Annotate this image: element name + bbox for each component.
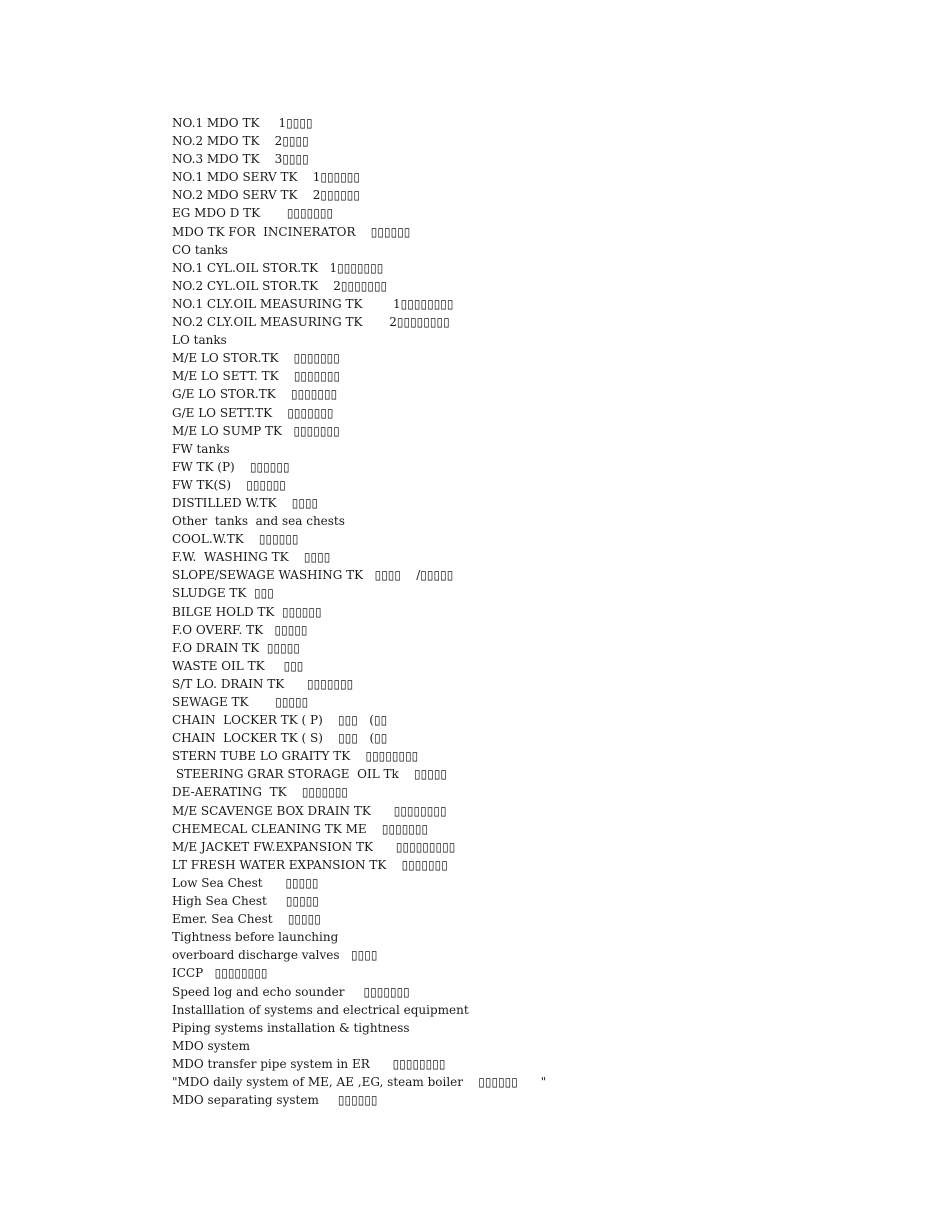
text-line: M/E LO STOR.TK ▯▯▯▯▯▯▯: [172, 351, 340, 366]
text-line: NO.1 CLY.OIL MEASURING TK 1▯▯▯▯▯▯▯▯: [172, 296, 454, 311]
text-line: NO.2 CYL.OIL STOR.TK 2▯▯▯▯▯▯▯: [172, 278, 388, 293]
text-line: Speed log and echo sounder ▯▯▯▯▯▯▯: [172, 984, 410, 999]
text-line: NO.1 CYL.OIL STOR.TK 1▯▯▯▯▯▯▯: [172, 260, 384, 275]
text-line: F.O OVERF. TK ▯▯▯▯▯: [172, 622, 308, 637]
text-line: "MDO daily system of ME, AE ,EG, steam boiler ▯▯▯▯▯▯ ": [172, 1074, 547, 1089]
text-line: SEWAGE TK ▯▯▯▯▯: [172, 695, 309, 709]
text-line: NO.2 MDO TK 2▯▯▯▯: [172, 134, 309, 149]
text-line: STERN TUBE LO GRAITY TK ▯▯▯▯▯▯▯▯: [172, 749, 419, 764]
text-line: FW TK (P) ▯▯▯▯▯▯: [172, 459, 290, 474]
text-line: Emer. Sea Chest ▯▯▯▯▯: [172, 912, 321, 927]
text-line: overboard discharge valves ▯▯▯▯: [172, 948, 378, 963]
text-line: CHEMECAL CLEANING TK ME ▯▯▯▯▯▯▯: [172, 821, 429, 836]
text-line: SLOPE/SEWAGE WASHING TK ▯▯▯▯ /▯▯▯▯▯: [172, 568, 454, 583]
text-line: LT FRESH WATER EXPANSION TK ▯▯▯▯▯▯▯: [172, 857, 448, 872]
text-line: F.O DRAIN TK ▯▯▯▯▯: [172, 640, 300, 655]
text-line: NO.3 MDO TK 3▯▯▯▯: [172, 152, 309, 167]
text-line: DE-AERATING TK ▯▯▯▯▯▯▯: [172, 785, 349, 800]
text-line: M/E LO SETT. TK ▯▯▯▯▯▯▯: [172, 369, 341, 384]
text-line: M/E LO SUMP TK ▯▯▯▯▯▯▯: [172, 423, 340, 438]
text-line: S/T LO. DRAIN TK ▯▯▯▯▯▯▯: [172, 676, 354, 691]
text-line: Piping systems installation & tightness: [172, 1020, 410, 1035]
text-line: High Sea Chest ▯▯▯▯▯: [172, 894, 319, 909]
text-line: G/E LO STOR.TK ▯▯▯▯▯▯▯: [172, 387, 338, 402]
text-line: WASTE OIL TK ▯▯▯: [172, 658, 304, 673]
text-line: NO.1 MDO SERV TK 1▯▯▯▯▯▯: [172, 170, 361, 185]
text-line: FW tanks: [172, 441, 230, 456]
text-line: Tightness before launching: [172, 930, 339, 945]
text-line: MDO separating system ▯▯▯▯▯▯: [172, 1093, 378, 1108]
text-line: Other tanks and sea chests: [172, 514, 345, 529]
text-line: G/E LO SETT.TK ▯▯▯▯▯▯▯: [172, 405, 334, 420]
text-line: M/E JACKET FW.EXPANSION TK ▯▯▯▯▯▯▯▯▯: [172, 839, 456, 854]
text-line: COOL.W.TK ▯▯▯▯▯▯: [172, 532, 299, 547]
text-line: M/E SCAVENGE BOX DRAIN TK ▯▯▯▯▯▯▯▯: [172, 803, 447, 818]
text-line: FW TK(S) ▯▯▯▯▯▯: [172, 477, 286, 492]
text-line: F.W. WASHING TK ▯▯▯▯: [172, 550, 331, 565]
text-line: BILGE HOLD TK ▯▯▯▯▯▯: [172, 604, 322, 619]
text-line: NO.2 MDO SERV TK 2▯▯▯▯▯▯: [172, 188, 361, 203]
text-line: LO tanks: [172, 333, 227, 348]
text-line: STEERING GRAR STORAGE OIL Tk ▯▯▯▯▯: [172, 767, 448, 782]
text-line: NO.1 MDO TK 1▯▯▯▯: [172, 116, 313, 130]
text-line: CO tanks: [172, 242, 228, 257]
text-line: ICCP ▯▯▯▯▯▯▯▯: [172, 966, 268, 981]
text-line: CHAIN LOCKER TK ( P) ▯▯▯ (▯▯: [172, 713, 388, 728]
text-line: SLUDGE TK ▯▯▯: [172, 586, 274, 601]
text-lines: [172, 114, 932, 1109]
text-line: DISTILLED W.TK ▯▯▯▯: [172, 495, 319, 510]
text-line: CHAIN LOCKER TK ( S) ▯▯▯ (▯▯: [172, 731, 388, 746]
text-line: MDO TK FOR INCINERATOR ▯▯▯▯▯▯: [172, 224, 411, 239]
text-line: MDO transfer pipe system in ER ▯▯▯▯▯▯▯▯: [172, 1056, 446, 1071]
text-line: Low Sea Chest ▯▯▯▯▯: [172, 875, 319, 890]
text-line: MDO system: [172, 1038, 250, 1053]
text-line: NO.2 CLY.OIL MEASURING TK 2▯▯▯▯▯▯▯▯: [172, 315, 450, 330]
text-line: Installlation of systems and electrical equipment: [172, 1002, 469, 1017]
text-line: EG MDO D TK ▯▯▯▯▯▯▯: [172, 206, 334, 221]
